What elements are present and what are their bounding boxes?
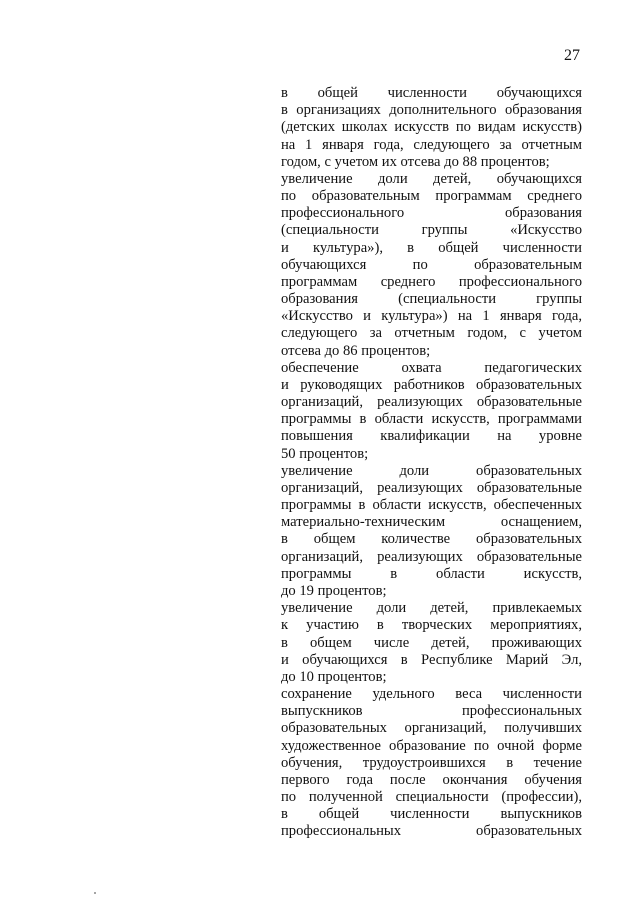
text-line: по полученной специальности (профессии), xyxy=(281,789,582,806)
text-line: следующего за отчетным годом, с учетом xyxy=(281,325,582,342)
text-line: в общей численности обучающихся xyxy=(281,85,582,101)
text-line: «Искусство и культура») на 1 января года, xyxy=(281,308,582,325)
text-line: сохранение удельного веса численности xyxy=(281,686,582,703)
text-line: (детских школах искусств по видам искусств) xyxy=(281,119,582,136)
text-line: к участию в творческих мероприятиях, xyxy=(281,617,582,634)
text-line: в общей численности выпускников xyxy=(281,806,582,823)
text-line: и культура»), в общей численности xyxy=(281,239,582,256)
text-line: увеличение доли детей, привлекаемых xyxy=(281,600,582,617)
text-line: (специальности группы «Искусство xyxy=(281,222,582,239)
text-line: образовательных организаций, получивших xyxy=(281,720,582,737)
text-line: до 10 процентов; xyxy=(281,668,387,685)
text-line: в общем количестве образовательных xyxy=(281,531,582,548)
text-line: по образовательным программам среднего xyxy=(281,188,582,205)
text-line: до 19 процентов; xyxy=(281,582,387,599)
text-line: художественное образование по очной форме xyxy=(281,737,582,754)
text-line: программы в области искусств, xyxy=(281,565,582,582)
text-line: 50 процентов; xyxy=(281,445,369,462)
text-line: профессиональных образовательных xyxy=(281,823,582,840)
text-line: и обучающихся в Республике Марий Эл, xyxy=(281,651,582,668)
text-line: организаций, реализующих образовательные xyxy=(281,548,582,565)
body-text xyxy=(281,85,582,841)
text-line: первого года после окончания обучения xyxy=(281,771,582,788)
text-line: отсева до 86 процентов; xyxy=(281,342,431,359)
text-line: материально-техническим оснащением, xyxy=(281,514,582,531)
scan-speck xyxy=(94,892,96,894)
text-line: программы в области искусств, обеспеченных xyxy=(281,497,582,514)
text-line: профессионального образования xyxy=(281,205,582,222)
text-line: обучающихся по образовательным xyxy=(281,256,582,273)
text-line: программам среднего профессионального xyxy=(281,273,582,290)
text-line: организаций, реализующих образовательные xyxy=(281,479,582,496)
text-line: годом, с учетом их отсева до 88 процентов; xyxy=(281,153,550,170)
text-line: и руководящих работников образовательных xyxy=(281,376,582,393)
text-line: в общем числе детей, проживающих xyxy=(281,634,582,651)
text-line: на 1 января года, следующего за отчетным xyxy=(281,136,582,153)
text-line: увеличение доли детей, обучающихся xyxy=(281,170,582,187)
text-line: увеличение доли образовательных xyxy=(281,462,582,479)
text-line: повышения квалификации на уровне xyxy=(281,428,582,445)
text-line: образования (специальности группы xyxy=(281,291,582,308)
text-line: выпускников профессиональных xyxy=(281,703,582,720)
text-line: организаций, реализующих образовательные xyxy=(281,394,582,411)
text-line: программы в области искусств, программами xyxy=(281,411,582,428)
text-line: в организациях дополнительного образования xyxy=(281,102,582,119)
text-line: обеспечение охвата педагогических xyxy=(281,359,582,376)
text-line: обучения, трудоустроившихся в течение xyxy=(281,754,582,771)
page-number: 27 xyxy=(564,47,580,64)
